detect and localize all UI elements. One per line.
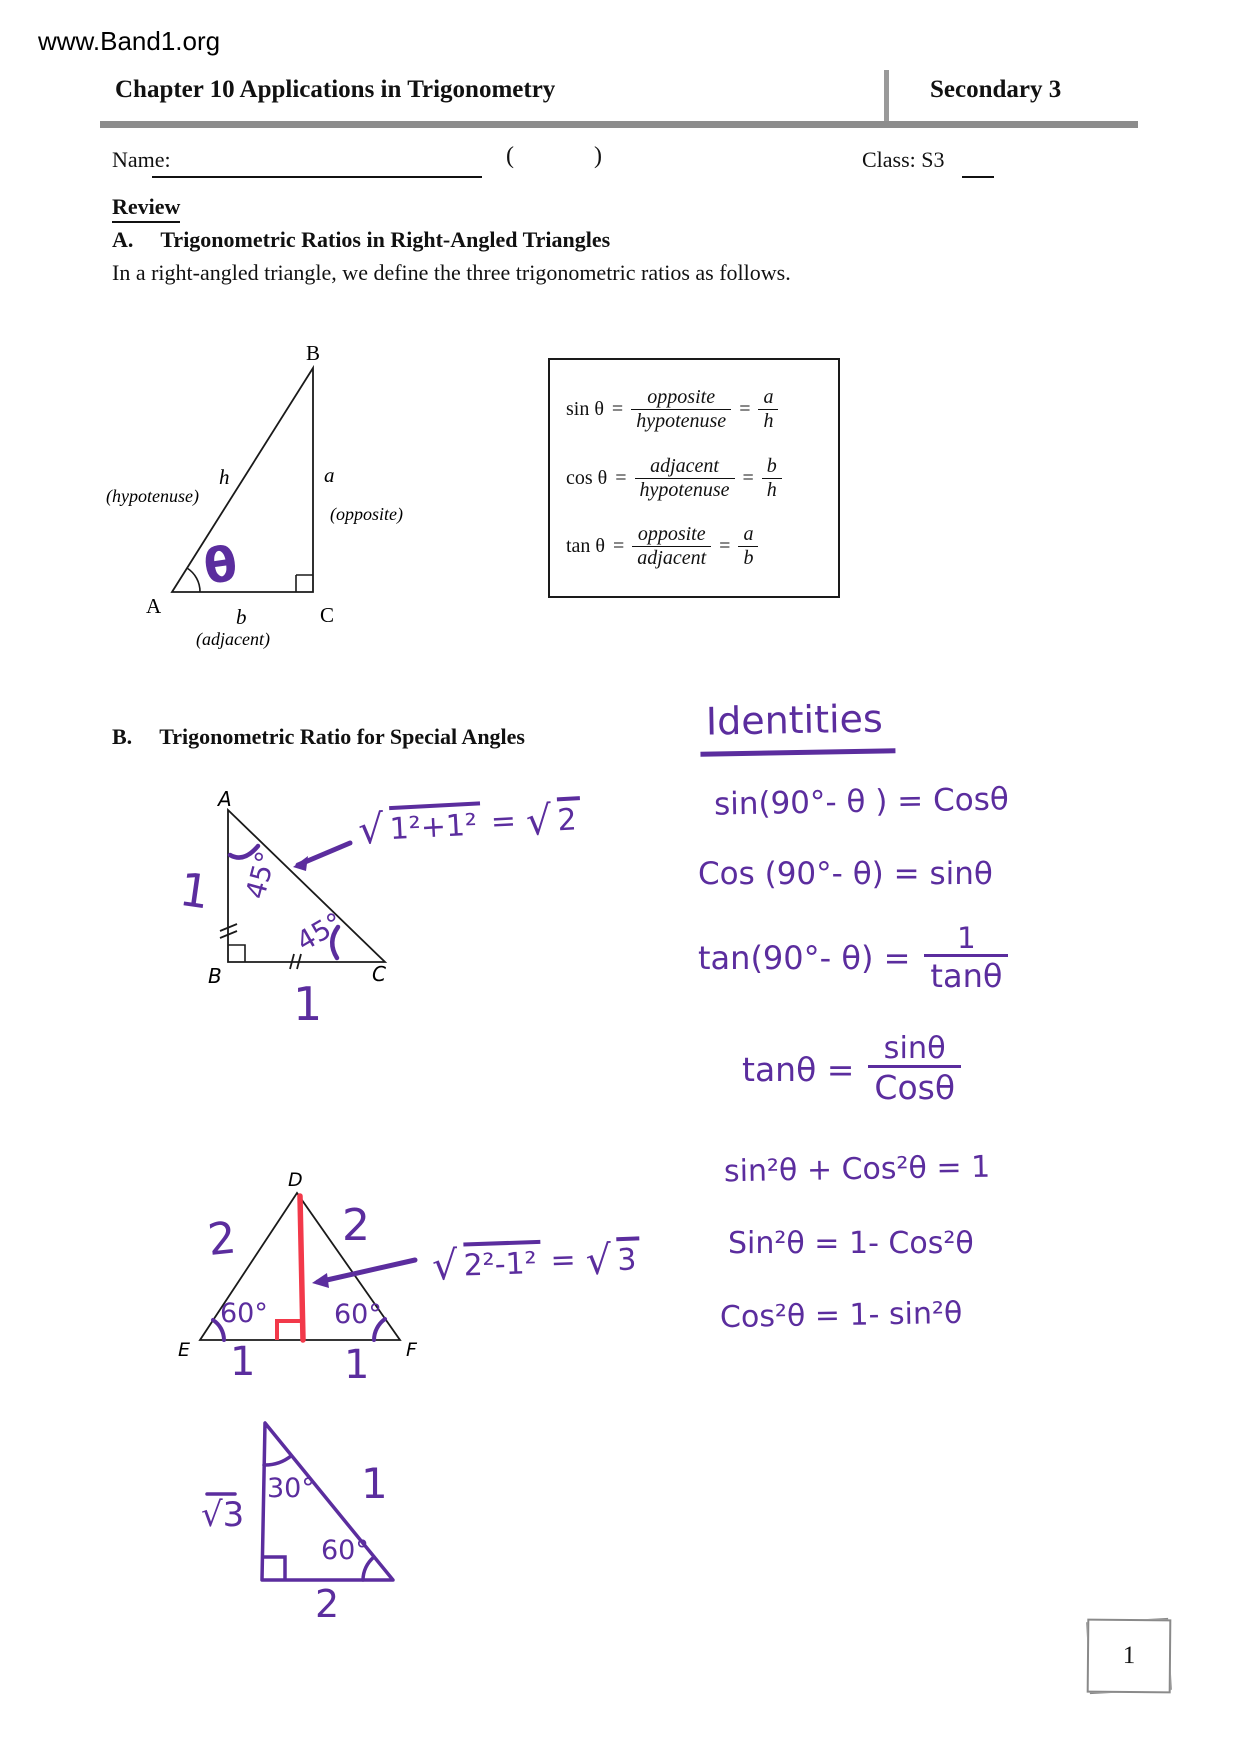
angle-e-value: 60° [220,1298,268,1329]
tan-formula-row [566,523,828,570]
right-triangle-abc-diagram [100,330,440,660]
fraction-numerator: sinθ [883,1031,946,1066]
class-label: Class: S3 [862,147,945,172]
radicand: 2²-1² [463,1240,541,1284]
sin-formula-row [566,386,828,433]
header-level-label: Secondary 3 [930,76,1062,103]
triangle-abc-outline [172,368,313,592]
left-side-length: 1 [176,861,213,920]
cos-numerator: adjacent [650,454,719,477]
tan-numerator: opposite [637,523,706,546]
cos-denominator: hypotenuse [635,478,735,502]
identity-tan-quotient [742,1032,961,1107]
section-b-label: B. [112,724,133,749]
identity-sin-complement: sin(90°- θ ) = Cosθ [713,781,1010,823]
base-side-length: 2 [315,1582,340,1626]
hypotenuse-word: (hypotenuse) [106,486,199,506]
equals-sign: = [719,535,731,558]
section-a-heading [112,227,610,253]
identity-cos-complement: Cos (90°- θ) = sinθ [698,856,993,892]
sqrt-result: 2 [556,796,581,838]
name-label: Name: [112,147,171,172]
identities-heading: Identities [700,696,896,756]
tan-letter-numerator: a [743,523,754,546]
cos-letter-denominator: h [762,478,782,502]
opposite-word: (opposite) [330,504,403,524]
vertex-a-label: A [218,787,232,811]
sqrt-sign: √ [431,1242,459,1290]
fraction-denominator: Cosθ [868,1065,961,1106]
identity-cos-squared: Cos²θ = 1- sin²θ [719,1295,963,1336]
fraction-numerator: 1 [957,921,976,955]
equals-sign: = [611,397,624,420]
hypotenuse-length: 1 [361,1459,388,1508]
right-angle-mark-handwritten [262,1557,285,1580]
sin-denominator: hypotenuse [631,409,731,433]
identity-pythagorean: sin²θ + Cos²θ = 1 [723,1149,991,1190]
vertex-e-label: E [178,1339,191,1361]
angle-a-value: 45° [240,848,283,903]
cos-letter-numerator: b [766,454,777,477]
angle-f-value: 60° [334,1299,382,1330]
tan-letter-denominator: b [738,546,758,570]
adjacent-word: (adjacent) [196,629,270,649]
equals-sign: = [489,803,517,840]
header-rule [100,121,1138,128]
vertex-d-label: D [288,1169,303,1191]
tan-denominator: adjacent [632,546,711,570]
review-heading: Review [112,194,180,223]
site-logo: www.Band1.org [38,26,221,56]
section-a-title: Trigonometric Ratios in Right-Angled Triangles [160,227,611,252]
arrow-head [293,856,308,871]
adjacent-letter: b [236,605,247,629]
right-angle-mark-red [277,1321,300,1340]
sin-lhs: sin θ [566,397,604,420]
cos-formula-row [566,455,828,502]
opposite-letter: a [324,463,335,487]
triangle-60-diagram [150,1160,630,1405]
equals-sign: = [742,466,754,489]
identity-sin-squared: Sin²θ = 1- Cos²θ [728,1226,974,1261]
base-side-length: 1 [293,977,323,1031]
equals-sign: = [739,397,751,420]
vertex-c-label: C [372,962,386,986]
class-blank-line [962,176,994,178]
angle-c-value: 45° [291,907,349,958]
equals-sign: = [549,1242,577,1279]
sqrt-sign: √ [524,797,553,845]
equals-sign: = [613,535,625,558]
identity-tan-complement [698,922,1008,995]
sin-letter-numerator: a [763,385,774,408]
right-angle-mark-b [228,945,245,962]
angle-arc-top [264,1456,291,1465]
tan-lhs: tan θ [566,535,606,558]
sqrt-result: 3 [616,1236,641,1278]
radicand: 1²+1² [389,801,482,847]
trig-ratio-formula-box [548,358,840,598]
section-a-intro: In a right-angled triangle, we define the three trigonometric ratios as follows. [112,260,791,285]
vertex-f-label: F [406,1339,417,1361]
left-side-length: √3 [201,1495,245,1535]
identity-tan-quotient-lhs: tanθ = [742,1049,855,1089]
vertex-b-label: B [306,341,321,365]
left-side-length: 2 [205,1212,239,1267]
class-number-paren-open: ( [506,143,514,169]
arrow-head [312,1273,329,1288]
sqrt-sign: √ [357,806,385,854]
cos-lhs: cos θ [566,466,608,489]
class-number-paren-close: ) [594,143,602,169]
sqrt-sign: √ [584,1237,613,1285]
page-number-box [1086,1618,1172,1694]
angle-right-value: 60° [321,1535,369,1566]
fraction-denominator: tanθ [924,954,1008,994]
vertex-b-label: B [208,964,222,988]
altitude-length-note-60 [431,1236,641,1290]
vertex-c-label: C [320,603,335,627]
vertex-a-label: A [146,594,162,618]
base-right-length: 1 [344,1342,370,1388]
angle-arc-a [187,568,200,592]
hypotenuse-letter: h [219,465,230,489]
base-left-length: 1 [230,1339,256,1385]
page-number-box-front [1087,1619,1172,1694]
angle-top-value: 30° [267,1473,315,1504]
equals-sign: = [615,466,627,489]
identity-tan-complement-lhs: tan(90°- θ) = [698,939,911,978]
theta-handwritten: θ [200,535,241,596]
angle-arc-c-handwritten [332,927,338,958]
section-a-label: A. [112,227,134,252]
page-title: Chapter 10 Applications in Trigonometry [115,76,556,103]
altitude-line-red [300,1196,303,1340]
section-b-title: Trigonometric Ratio for Special Angles [159,724,525,749]
page-number: 1 [1122,1641,1136,1670]
triangle-30-diagram [175,1400,415,1630]
right-side-length: 2 [342,1200,370,1251]
name-blank-line [152,176,482,178]
section-b-heading [112,724,525,750]
sin-letter-denominator: h [758,409,778,433]
right-angle-mark-c [296,575,313,592]
sin-numerator: opposite [647,385,716,408]
header-divider [884,70,889,125]
arrow-to-altitude [318,1260,415,1282]
